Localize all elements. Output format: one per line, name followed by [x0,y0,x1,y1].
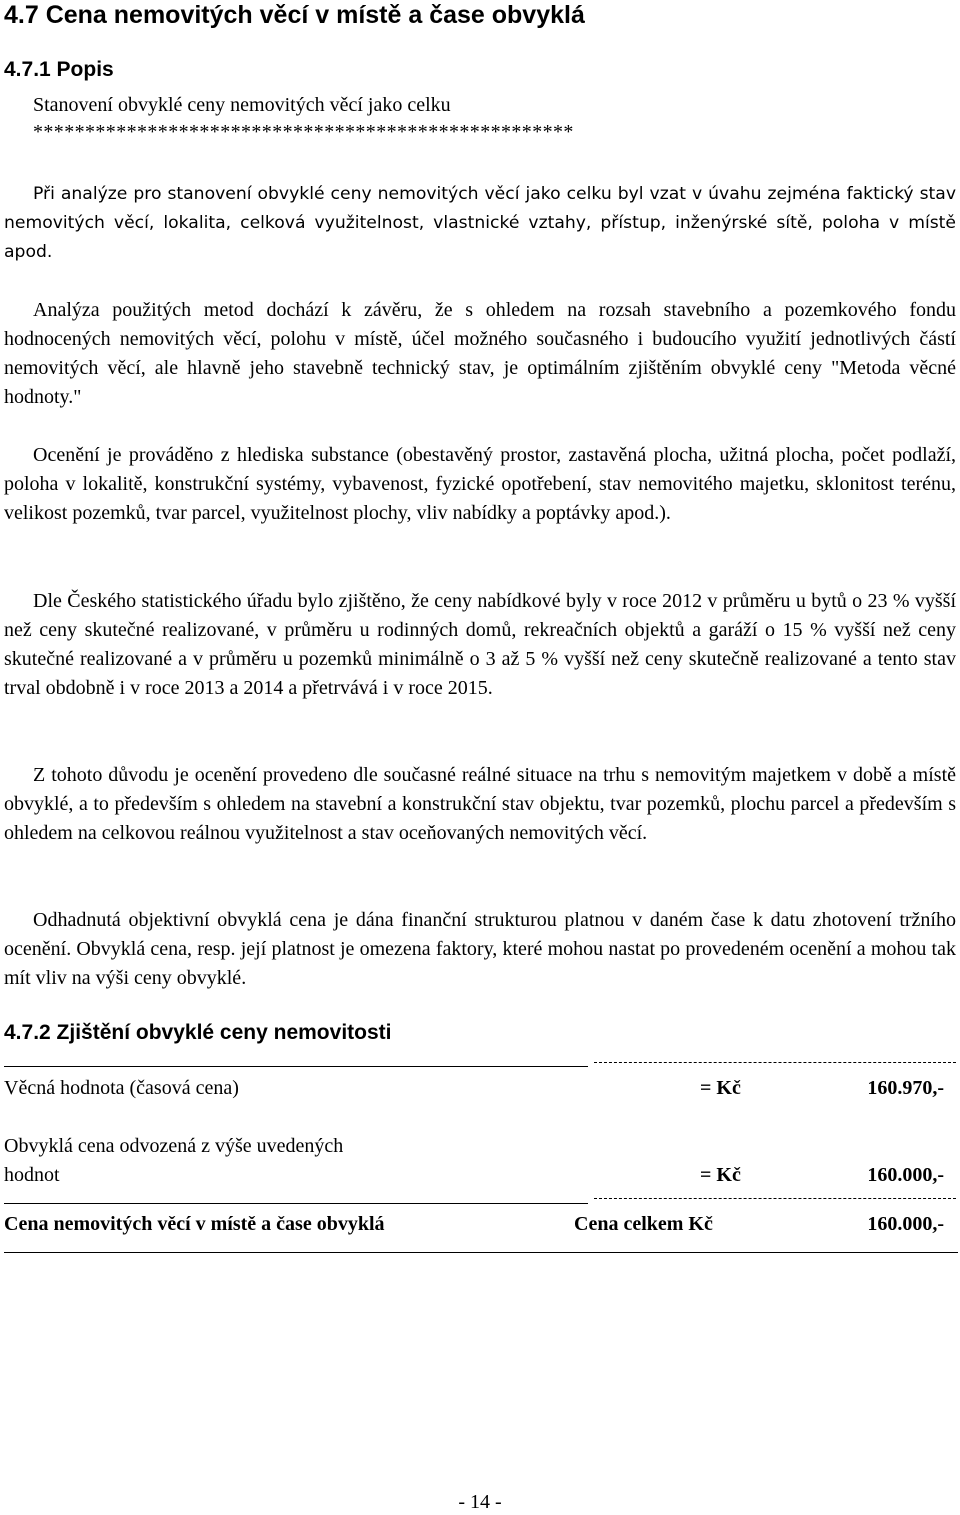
total-value: 160.000,- [867,1213,944,1235]
rule-left-total [4,1203,588,1204]
row-label-line1: Obvyklá cena odvozená z výše uvedených [4,1135,344,1157]
row-label-line2: hodnot [4,1164,60,1186]
total-currency: Cena celkem Kč [574,1213,713,1235]
row-currency: = Kč [700,1077,741,1099]
paragraph-reason: Z tohoto důvodu je ocenění provedeno dle současné reálné situace na trhu s nemovitým majetkem v době a místě obvyklé, a to především s ohledem na stavební a konstrukční stav objektu, tvar pozemků, plochu parcel a především s ohledem na celkovou reálnou využitelnost a stav oceňovaných nemovitých věcí. [4,764,956,844]
row-label: Věcná hodnota (časová cena) [4,1077,239,1099]
rule-dashed-right-total [594,1198,956,1199]
subsection-title-summary: 4.7.2 Zjištění obvyklé ceny nemovitosti [4,1021,392,1044]
intro-line: Stanovení obvyklé ceny nemovitých věcí jako celku [33,94,451,116]
page-number: - 14 - [458,1491,502,1513]
row-value: 160.000,- [867,1164,944,1186]
rule-left [4,1066,588,1067]
section-title: 4.7 Cena nemovitých věcí v místě a čase obvyklá [4,1,585,29]
paragraph-valuation: Ocenění je prováděno z hlediska substance (obestavěný prostor, zastavěná plocha, užitná plocha, počet podlaží, poloha v lokalitě, konstrukční systémy, vybavenost, fyzické opotřebení, stav nemovitého majetku, sklonitost terénu, velikost pozemků, tvar parcel, využitelnost plochy, vliv nabídky a poptávky apod.). [4,444,956,524]
paragraph-statistics: Dle Českého statistického úřadu bylo zjištěno, že ceny nabídkové byly v roce 2012 v průměru u bytů o 23 % vyšší než ceny skutečné realizované, v průměru u rodinných domů, rekreačních objektů a garáží o 15 % vyšší než ceny skutečné realizované a v průměru u pozemků minimálně o 3 až 5 % vyšší než ceny skutečně realizované a tento stav trval obdobně i v roce 2013 a 2014 a přetrvává i v roce 2015. [4,590,956,699]
paragraph-analysis: Při analýze pro stanovení obvyklé ceny nemovitých věcí jako celku byl vzat v úvahu zejména faktický stav nemovitých věcí, lokalita, celková využitelnost, vlastnické vztahy, přístup, inženýrské sítě, poloha v místě apod. [4,184,956,262]
total-label: Cena nemovitých věcí v místě a čase obvyklá [4,1213,385,1235]
subsection-title-popis: 4.7.1 Popis [4,58,114,81]
paragraph-methods: Analýza použitých metod dochází k závěru, že s ohledem na rozsah stavebního a pozemkového fondu hodnocených nemovitých věcí, polohu v místě, účel možného současného i budoucího využití jednotlivých částí nemovitých věcí, ale hlavně jeho stavebně technický stav, je optimálním zjištěním obvyklé ceny "Metoda věcné hodnoty." [4,299,956,408]
row-currency: = Kč [700,1164,741,1186]
row-value: 160.970,- [867,1077,944,1099]
rule-bottom [4,1252,958,1253]
rule-dashed-right [594,1062,956,1063]
stars-separator: **************************************************** [33,121,574,143]
paragraph-estimate: Odhadnutá objektivní obvyklá cena je dána finanční strukturou platnou v daném čase k datu zhotovení tržního ocenění. Obvyklá cena, resp. její platnost je omezena faktory, které mohou nastat po provedeném ocenění a mohou tak mít vliv na výši ceny obvyklé. [4,909,956,989]
